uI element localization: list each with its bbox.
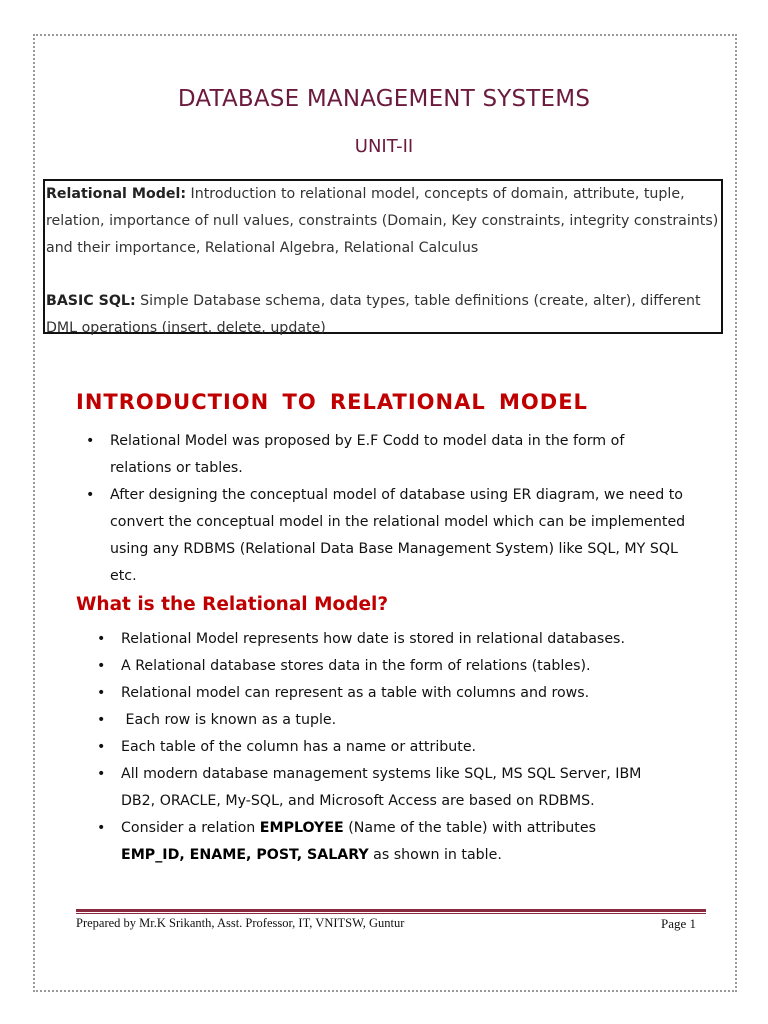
syllabus-box	[43, 179, 723, 334]
basic-sql-label: BASIC SQL:	[46, 293, 136, 309]
syllabus-sql	[46, 288, 721, 342]
list-item: • Relational Model represents how date is stored in relational databases.	[97, 626, 727, 653]
employee-text-1: Consider a relation	[121, 820, 260, 836]
unit-label: UNIT-II	[354, 136, 414, 157]
intro-bullet-list	[86, 428, 726, 590]
section-heading: INTRODUCTION TO RELATIONAL MODEL	[76, 390, 588, 414]
list-item-employee	[97, 815, 727, 869]
list-item: • Relational model can represent as a table with columns and rows.	[97, 680, 727, 707]
employee-attributes: EMP_ID, ENAME, POST, SALARY	[121, 847, 369, 863]
employee-text-3: as shown in table.	[368, 847, 502, 863]
syllabus-relational	[46, 181, 721, 262]
basic-sql-text: Simple Database schema, data types, table definitions (create, alter), different DML operations (insert, delete, update)	[46, 293, 701, 336]
list-item: • Relational Model was proposed by E.F Codd to model data in the form of relations or tables.	[86, 428, 726, 482]
list-item: • A Relational database stores data in the form of relations (tables).	[97, 653, 727, 680]
document-title: DATABASE MANAGEMENT SYSTEMS	[177, 86, 591, 112]
list-item: • Each row is known as a tuple.	[97, 707, 727, 734]
list-item: • All modern database management systems like SQL, MS SQL Server, IBM DB2, ORACLE, My-SQL, and Microsoft Access are based on RDBMS.	[97, 761, 727, 815]
footer-rule	[76, 909, 706, 912]
employee-table-name: EMPLOYEE	[259, 820, 344, 836]
list-item: • After designing the conceptual model of database using ER diagram, we need to convert the conceptual model in the relational model which can be implemented using any RDBMS (Relational Data Base Management System) like SQL, MY SQL etc.	[86, 482, 726, 590]
footer-rule-thin	[76, 913, 706, 914]
footer-credit: Prepared by Mr.K Srikanth, Asst. Professor, IT, VNITSW, Guntur	[76, 916, 405, 930]
relational-model-label: Relational Model:	[46, 186, 187, 202]
list-item: • Each table of the column has a name or attribute.	[97, 734, 727, 761]
relational-model-text: Introduction to relational model, concepts of domain, attribute, tuple, relation, importance of null values, constraints (Domain, Key constraints, integrity constraints) and their importance, Relational Algebra, Relational Calculus	[46, 186, 719, 256]
relational-model-bullet-list	[97, 626, 727, 869]
subsection-heading: What is the Relational Model?	[76, 594, 389, 615]
employee-text-2: (Name of the table) with attributes	[343, 820, 596, 836]
page-number: Page 1	[660, 916, 696, 931]
